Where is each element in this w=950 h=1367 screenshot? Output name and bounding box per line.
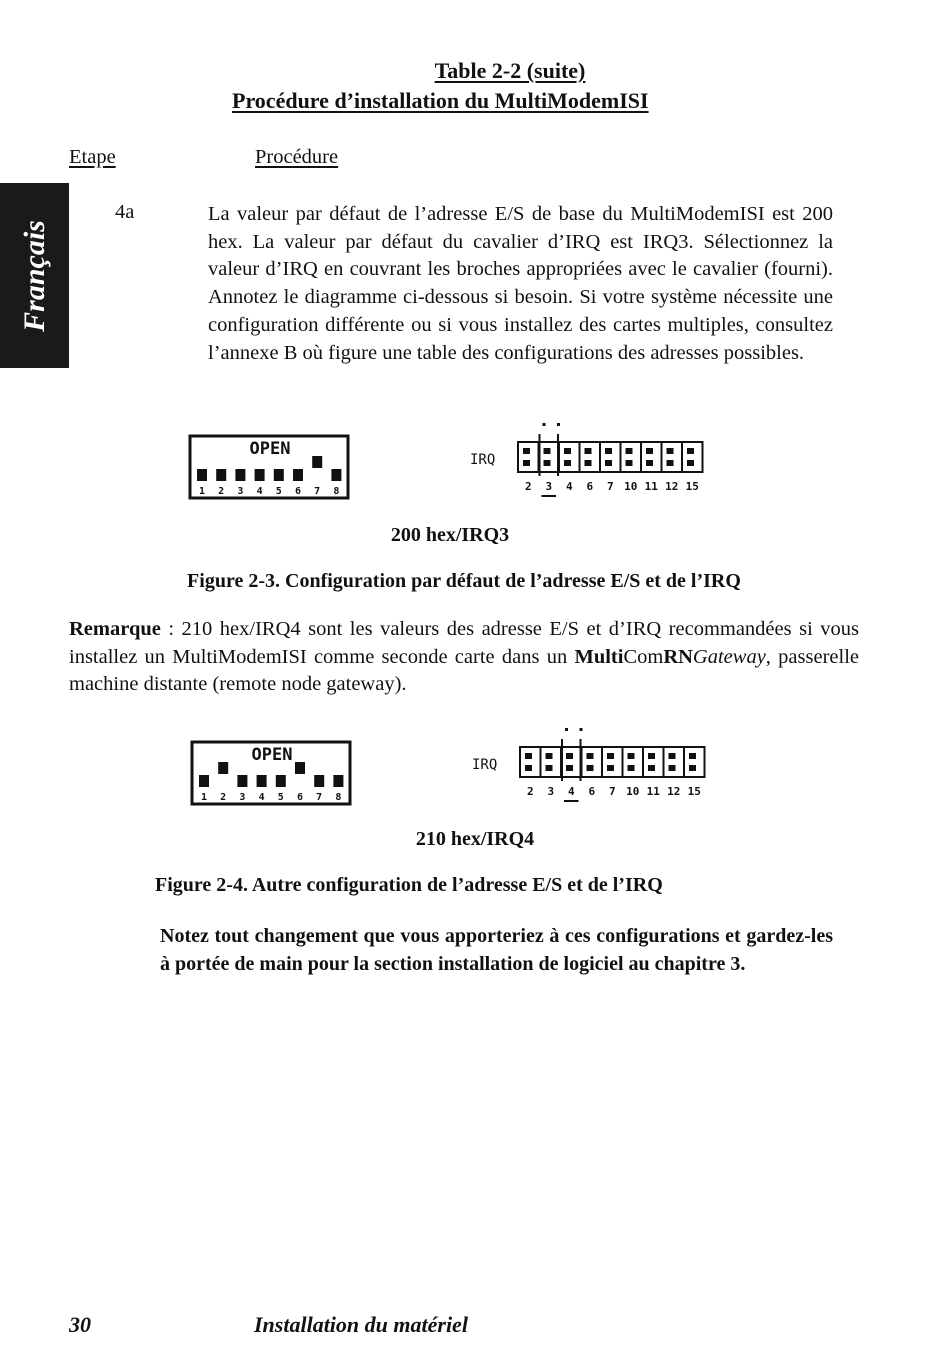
dip-switch-number: 2: [218, 486, 225, 497]
irq-number: 2: [524, 480, 532, 493]
jumper-pin: [689, 753, 696, 759]
dip-switch-number: 1: [200, 792, 208, 803]
jumper-pin: [646, 448, 653, 454]
dip-switch: [235, 469, 245, 481]
step-text: La valeur par défaut de l’adresse E/S de base du MultiModemISI est 200 hex. La valeur par défaut du cavalier d’IRQ est IRQ3. Sélectionnez la valeur d’IRQ en couvrant les broches appropriées avec le cavalier (fourni). Annotez le diagramme ci-dessous si besoin. Si votre système nécessite une configuration différente ou si vous installez des cartes multiples, consultez l’annexe B où figure une table des configurations des adresses possibles.: [208, 203, 833, 364]
irq-number: 11: [646, 785, 660, 798]
remark-paragraph: Remarque : 210 hex/IRQ4 sont les valeurs des adresse E/S et d’IRQ recommandées si vous installez un MultiModemISI comme seconde carte dans un MultiComRNGateway, passerelle machine distante (remote node gateway).: [69, 618, 859, 696]
irq-number: 4: [567, 785, 575, 798]
dip-switch-number: 8: [335, 792, 342, 803]
footer-section: Installation du matériel: [254, 1312, 468, 1337]
dip-switch: [314, 775, 324, 787]
page-number: 30: [69, 1312, 91, 1337]
dip-switch: [312, 456, 322, 468]
jumper-pin: [587, 765, 594, 771]
jumper-pin: [525, 753, 532, 759]
dip-switch: [237, 775, 247, 787]
dip-switch-number: 6: [294, 486, 302, 497]
note-paragraph: Notez tout changement que vous apporteriez à ces configurations et gardez-les à portée de main pour la section installation de logiciel au chapitre 3.: [160, 925, 833, 975]
step-number: 4a: [115, 201, 135, 223]
jumper-pin: [667, 448, 674, 454]
table-title: Table 2-2 (suite): [434, 58, 586, 83]
irq-label: IRQ: [472, 757, 498, 773]
jumper-pin: [585, 460, 592, 466]
jumper-dot: [580, 728, 583, 731]
jumper-pin: [648, 753, 655, 759]
jumper-block-frame: [518, 442, 703, 472]
side-tab-label: Français: [17, 219, 51, 332]
dip-switch-diagram-1: [188, 434, 350, 500]
dip-switch: [255, 469, 265, 481]
jumper-pin: [669, 765, 676, 771]
dip-switch-number: 2: [220, 792, 227, 803]
jumper-pin: [628, 765, 635, 771]
jumper-pin: [689, 765, 696, 771]
dip-switch-number: 6: [296, 792, 304, 803]
column-header-step: Etape: [69, 146, 116, 168]
irq-number: 7: [608, 785, 616, 798]
dip-switch-diagram-2: [190, 740, 352, 806]
irq-number: 3: [547, 785, 555, 798]
dip-switch-number: 8: [333, 486, 340, 497]
dip-switch: [274, 469, 284, 481]
figure3-caption: Figure 2-3. Configuration par défaut de l’adresse E/S et de l’IRQ: [187, 570, 741, 592]
jumper-dot: [565, 728, 568, 731]
irq-number: 15: [687, 785, 701, 798]
dip-switch-number: 5: [277, 792, 284, 803]
jumper-pin: [667, 460, 674, 466]
jumper-pin: [544, 448, 551, 454]
dip-switch: [199, 775, 209, 787]
column-header-procedure: Procédure: [255, 146, 339, 168]
irq-number: 7: [606, 480, 614, 493]
dip-switch: [331, 469, 341, 481]
jumper-pin: [687, 448, 694, 454]
irq-number: 3: [545, 480, 553, 493]
jumper-pin: [605, 448, 612, 454]
remark-label: Remarque: [69, 618, 161, 640]
irq-number: 6: [586, 480, 594, 493]
irq-jumper-diagram-2: [470, 721, 712, 807]
figure4-setting: 210 hex/IRQ4: [415, 828, 535, 850]
dip-switch: [333, 775, 343, 787]
figure3-setting: 200 hex/IRQ3: [390, 524, 510, 546]
dip-switch-number: 4: [258, 792, 265, 803]
jumper-pin: [564, 460, 571, 466]
jumper-pin: [605, 460, 612, 466]
jumper-pin: [523, 448, 530, 454]
dip-switch: [216, 469, 226, 481]
dip-switch-number: 3: [239, 792, 246, 803]
dip-switch: [293, 469, 303, 481]
irq-number: 4: [565, 480, 573, 493]
irq-number: 15: [685, 480, 699, 493]
dip-switch-number: 4: [256, 486, 263, 497]
jumper-pin: [525, 765, 532, 771]
dip-switch: [218, 762, 228, 774]
irq-number: 2: [526, 785, 534, 798]
dip-switch-number: 7: [316, 792, 323, 803]
jumper-pin: [546, 753, 553, 759]
figure4-caption: Figure 2-4. Autre configuration de l’adresse E/S et de l’IRQ: [155, 874, 663, 896]
jumper-pin: [523, 460, 530, 466]
jumper-pin: [544, 460, 551, 466]
dip-open-label: OPEN: [249, 439, 291, 459]
language-side-tab: [0, 183, 69, 368]
dip-switch-number: 5: [275, 486, 282, 497]
dip-switch: [276, 775, 286, 787]
jumper-pin: [646, 460, 653, 466]
irq-label: IRQ: [470, 452, 496, 468]
dip-switch: [295, 762, 305, 774]
dip-switch-number: 7: [314, 486, 321, 497]
jumper-pin: [628, 753, 635, 759]
dip-switch: [257, 775, 267, 787]
irq-number: 12: [665, 480, 679, 493]
jumper-pin: [687, 460, 694, 466]
page-title: Procédure d’installation du MultiModemISI: [232, 88, 649, 113]
jumper-pin: [626, 448, 633, 454]
irq-number: 11: [644, 480, 658, 493]
jumper-dot: [557, 423, 560, 426]
jumper-pin: [546, 765, 553, 771]
jumper-pin: [607, 765, 614, 771]
jumper-pin: [626, 460, 633, 466]
jumper-dot: [543, 423, 546, 426]
jumper-pin: [648, 765, 655, 771]
jumper-pin: [669, 753, 676, 759]
jumper-block-frame: [520, 747, 705, 777]
jumper-pin: [566, 765, 573, 771]
dip-switch-number: 3: [237, 486, 244, 497]
dip-switch: [197, 469, 207, 481]
irq-number: 12: [667, 785, 681, 798]
jumper-pin: [564, 448, 571, 454]
jumper-pin: [607, 753, 614, 759]
jumper-pin: [585, 448, 592, 454]
jumper-pin: [587, 753, 594, 759]
irq-jumper-diagram-1: [468, 416, 710, 502]
irq-number: 6: [588, 785, 596, 798]
irq-number: 10: [624, 480, 638, 493]
dip-switch-number: 1: [198, 486, 206, 497]
irq-number: 10: [626, 785, 640, 798]
dip-open-label: OPEN: [251, 745, 293, 765]
jumper-pin: [566, 753, 573, 759]
